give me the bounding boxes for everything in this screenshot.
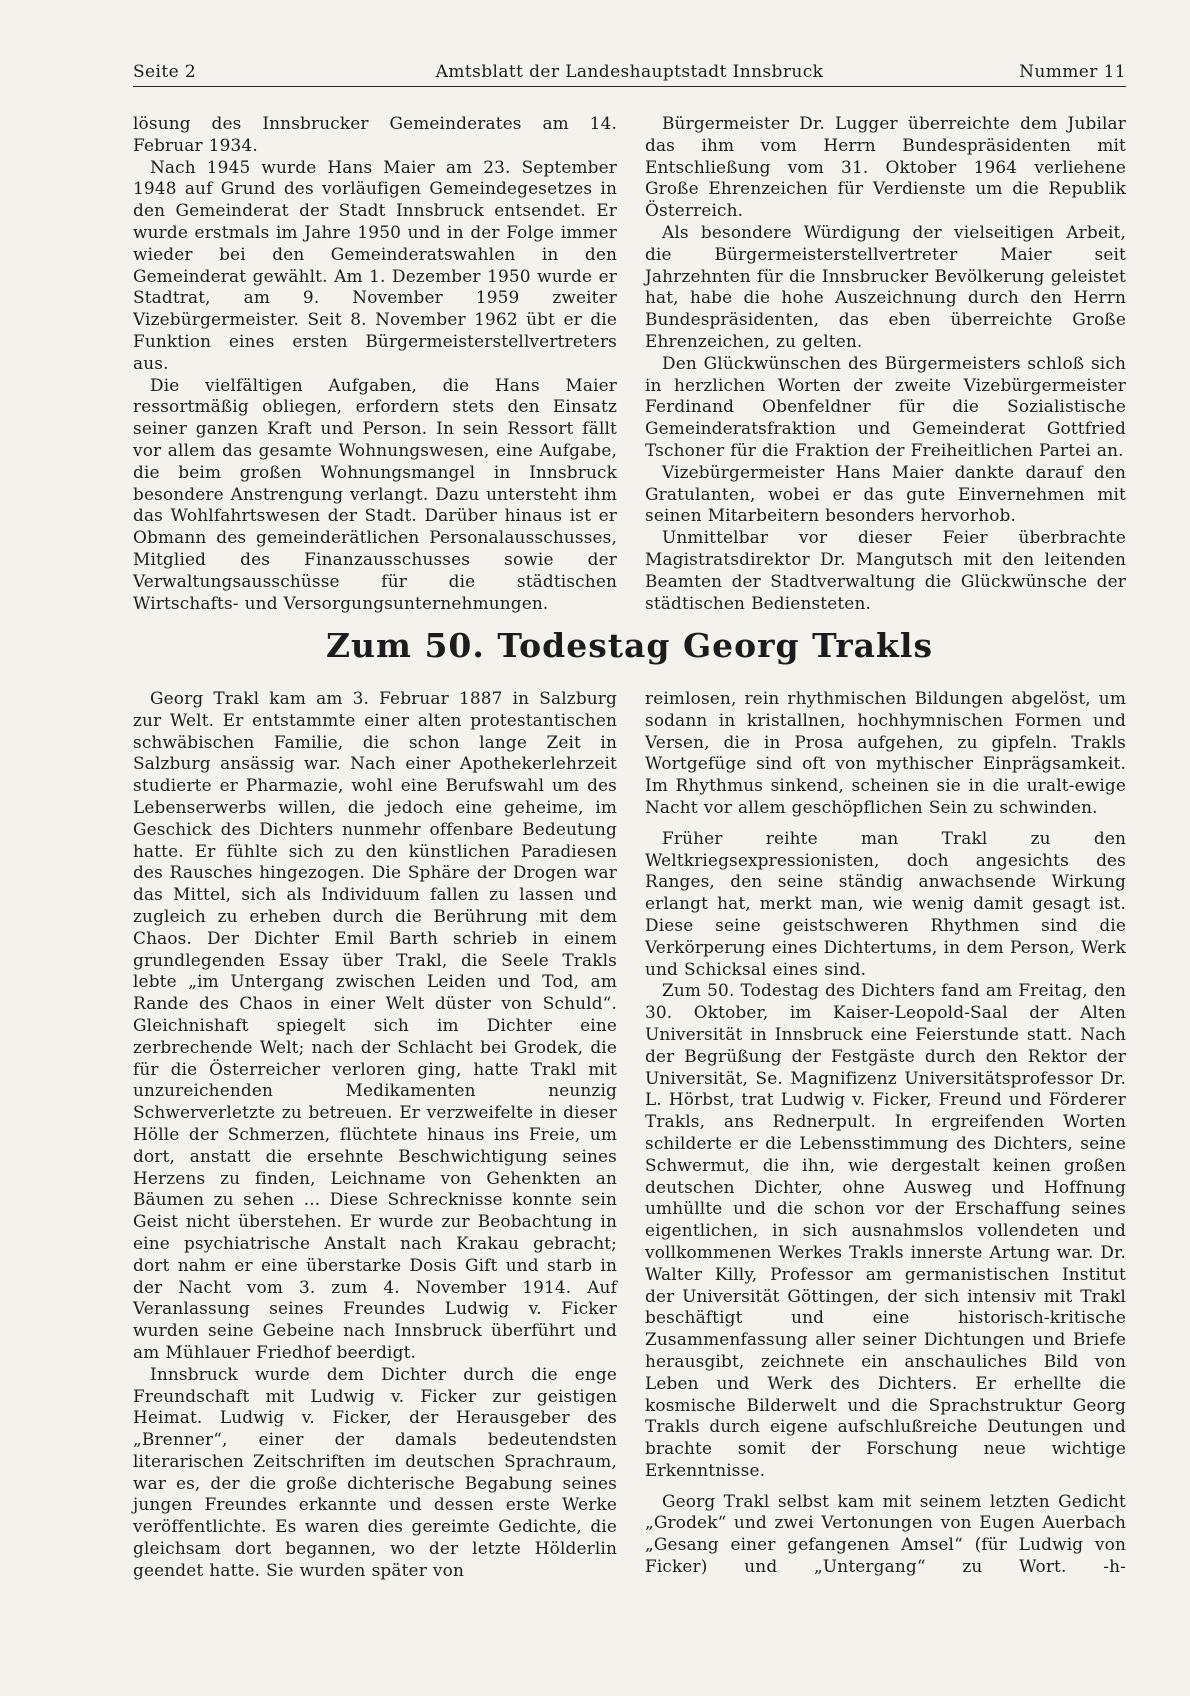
paragraph: Unmittelbar vor dieser Feier überbrachte Magistratsdirektor Dr. Mangutsch mit den leitenden Beamten der Stadtverwaltung die Glückwünsche der städtischen Bediensteten. — [645, 527, 1126, 613]
paragraph: Nach 1945 wurde Hans Maier am 23. September 1948 auf Grund des vorläufigen Gemeindegesetzes in den Gemeinderat der Stadt Innsbruck entsendet. Er wurde erstmals im Jahre 1950 und in der Folge immer wieder bei den Gemeinderatswahlen in den Gemeinderat gewählt. Am 1. Dezember 1950 wurde er Stadtrat, am 9. November 1959 zweiter Vizebürgermeister. Seit 8. November 1962 übt er die Funktion eines ersten Bürgermeisterstellvertreters aus. — [133, 156, 617, 373]
paragraph: Bürgermeister Dr. Lugger überreichte dem Jubilar das ihm vom Herrn Bundespräsidenten mit Entschließung vom 31. Oktober 1964 verliehene Große Ehrenzeichen für Verdienste um die Republik Österreich. — [645, 113, 1126, 221]
paragraph: Innsbruck wurde dem Dichter durch die enge Freundschaft mit Ludwig v. Ficker zur geistigen Heimat. Ludwig v. Ficker, der Herausgeber des „Brenner“, einer der damals bedeutendsten literarischen Zeitschriften im deutschen Sprachraum, war es, der die große dichterische Begabung seines jungen Freundes erkannte und dessen erste Werke veröffentlichte. Es waren dies gereimte Gedichte, die gleichsam dort begannen, wo der letzte Hölderlin geendet hatte. Sie wurden später von — [133, 1363, 617, 1580]
paragraph: Die vielfältigen Aufgaben, die Hans Maier ressortmäßig obliegen, erfordern stets den Einsatz seiner ganzen Kraft und Person. In sein Ressort fällt vor allem das gesamte Wohnungswesen, eine Aufgabe, die beim großen Wohnungsmangel in Innsbruck besondere Anstrengung verlangt. Dazu untersteht ihm das Wohlfahrtswesen der Stadt. Darüber hinaus ist er Obmann des gemeinderätlichen Personalausschusses, Mitglied des Finanzausschusses sowie der Verwaltungsausschüsse für die städtischen Wirtschafts- und Versorgungsunternehmungen. — [133, 374, 617, 613]
bottom-left-column — [133, 688, 617, 1582]
page-header — [133, 58, 1126, 87]
top-right-column — [645, 113, 1126, 614]
paragraph: Früher reihte man Trakl zu den Weltkriegsexpressionisten, doch angesichts des Ranges, den seine ständig anwachsende Wirkung erlangt hat, merkt man, wie wenig damit gesagt ist. Diese seine geistschweren Rhythmen sind die Verkörperung eines Dichtertums, in dem Person, Werk und Schicksal eines sind. — [645, 827, 1126, 979]
paragraph: lösung des Innsbrucker Gemeinderates am 14. Februar 1934. — [133, 113, 617, 155]
paragraph: reimlosen, rein rhythmischen Bildungen abgelöst, um sodann in kristallnen, hochhymnischen Formen und Versen, die in Prosa aufgehen, zu gipfeln. Trakls Wortgefüge sind oft von mythischer Einprägsamkeit. Im Rhythmus sinkend, scheinen sie in die uralt-ewige Nacht vor allem geschöpflichen Sein zu schwinden. — [645, 688, 1126, 817]
paragraph: Vizebürgermeister Hans Maier dankte darauf den Gratulanten, wobei er das gute Einvernehmen mit seinen Mitarbeitern besonders hervorhob. — [645, 461, 1126, 526]
paragraph: Als besondere Würdigung der vielseitigen Arbeit, die Bürgermeisterstellvertreter Maier seit Jahrzehnten für die Innsbrucker Bevölkerung geleistet hat, habe die hohe Auszeichnung durch den Herrn Bundespräsidenten, das eben überreichte Große Ehrenzeichen, zu gelten. — [645, 221, 1126, 351]
page-number: Seite 2 — [133, 62, 197, 82]
paragraph: Den Glückwünschen des Bürgermeisters schloß sich in herzlichen Worten der zweite Vizebürgermeister Ferdinand Obenfeldner für die Sozialistische Gemeinderatsfraktion und Gemeinderat Gottfried Tschoner für die Fraktion der Freiheitlichen Partei an. — [645, 352, 1126, 460]
article-title: Zum 50. Todestag Georg Trakls — [325, 626, 934, 665]
paragraph: Georg Trakl selbst kam mit seinem letzten Gedicht „Grodek“ und zwei Vertonungen von Eugen Auerbach „Gesang einer gefangenen Amsel“ (für Ludwig von Ficker) und „Untergang“ zu Wort. -h- — [645, 1490, 1126, 1577]
top-left-column — [133, 113, 617, 614]
issue-number: Nummer 11 — [1019, 62, 1126, 82]
publication-title: Amtsblatt der Landeshauptstadt Innsbruck — [435, 62, 824, 82]
paragraph: Zum 50. Todestag des Dichters fand am Freitag, den 30. Oktober, im Kaiser-Leopold-Saal der Alten Universität in Innsbruck eine Feierstunde statt. Nach der Begrüßung der Festgäste durch den Rektor der Universität, Se. Magnifizenz Universitätsprofessor Dr. L. Hörbst, trat Ludwig v. Ficker, Freund und Förderer Trakls, ans Rednerpult. In ergreifenden Worten schilderte er die Lebensstimmung des Dichters, seine Schwermut, die ihn, wie dergestalt keinen großen deutschen Dichter, ohne Ausweg und Hoffnung umhüllte und die schon vor der Erschaffung seines eigentlichen, in sich ausnahmslos vollendeten und vollkommenen Werkes Trakls innerste Artung war. Dr. Walter Killy, Professor am germanistischen Institut der Universität Göttingen, der sich intensiv mit Trakl beschäftigt und eine historisch-kritische Zusammenfassung aller seiner Dichtungen und Briefe herausgibt, zeichnete ein anschauliches Bild von Leben und Werk des Dichters. Er erhellte die kosmische Bilderwelt und die Sprachstruktur Georg Trakls durch eigene aufschlußreiche Deutungen und brachte somit der Forschung neue wichtige Erkenntnisse. — [645, 980, 1126, 1480]
bottom-right-column — [645, 688, 1126, 1578]
paragraph: Georg Trakl kam am 3. Februar 1887 in Salzburg zur Welt. Er entstammte einer alten protestantischen schwäbischen Familie, die schon lange Zeit in Salzburg ansässig war. Nach einer Apothekerlehrzeit studierte er Pharmazie, wohl eine Berufswahl um des Lebenserwerbs willen, die jedoch eine geheime, im Geschick des Dichters nunmehr offenbare Bedeutung hatte. Er fühlte sich zu den künstlichen Paradiesen des Rausches hingezogen. Die Sphäre der Drogen war das Mittel, sich als Individuum fallen zu lassen und zugleich zu erheben durch die Berührung mit dem Chaos. Der Dichter Emil Barth schrieb in einem grundlegenden Essay über Trakl, die Seele Trakls lebte „im Untergang zwischen Leiden und Tod, am Rande des Chaos in einer Welt düster von Schuld“. Gleichnishaft spiegelt sich im Dichter eine zerbrechende Welt; nach der Schlacht bei Grodek, die für die Österreicher verloren ging, hatte Trakl mit unzureichenden Medikamenten neunzig Schwerverletzte zu betreuen. Er verzweifelte in dieser Hölle der Schmerzen, flüchtete hinaus ins Freie, um dort, anstatt die ersehnte Beschwichtigung seines Herzens zu finden, Leichname von Gehenkten an Bäumen zu sehen ... Diese Schrecknisse konnte sein Geist nicht überstehen. Er wurde zur Beobachtung in eine psychiatrische Anstalt nach Krakau gebracht; dort nahm er eine überstarke Dosis Gift und starb in der Nacht vom 3. zum 4. November 1914. Auf Veranlassung seines Freundes Ludwig v. Ficker wurden seine Gebeine nach Innsbruck überführt und am Mühlauer Friedhof beerdigt. — [133, 688, 617, 1362]
